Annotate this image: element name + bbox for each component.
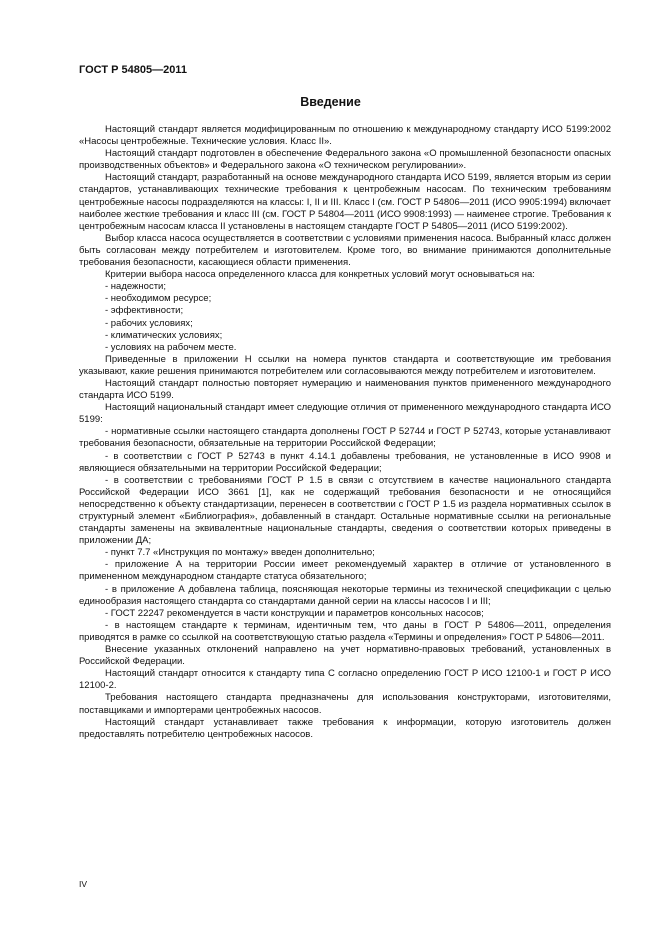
document-body	[79, 124, 611, 741]
paragraph: - в настоящем стандарте к терминам, идентичным тем, что даны в ГОСТ Р 54806—2011, определения приводятся в рамке со ссылкой на соответствующую статью раздела «Термины и определения» ГОСТ Р 54806—2011.	[79, 619, 611, 643]
list-item: - эффективности;	[105, 305, 184, 317]
paragraph: Требования настоящего стандарта предназначены для использования конструкторами, изготовителями, поставщиками и импортерами центробежных насосов.	[79, 692, 611, 716]
paragraph: Настоящий стандарт устанавливает также требования к информации, которую изготовитель должен предоставлять потребителю центробежных насосов.	[79, 716, 611, 740]
document-code-header: ГОСТ Р 54805—2011	[79, 64, 187, 76]
paragraph: Настоящий стандарт, разработанный на основе международного стандарта ИСО 5199, является вторым из серии стандартов, устанавливающих технические требования к центробежным насосам. По техническим требованиям центробежные насосы подразделяются на классы: I, II и III. Класс I (см. ГОСТ Р 54806—2011 (ИСО 9905:1994) включает наиболее жесткие требования и класс III (см. ГОСТ Р 54804—2011 (ИСО 9908:1993) — наименее строгие. Требования к центробежным насосам класса II установлены в настоящем стандарте ГОСТ Р 54805—2011 (ИСО 5199:2002).	[79, 172, 611, 232]
paragraph: - пункт 7.7 «Инструкция по монтажу» введен дополнительно;	[105, 547, 375, 559]
paragraph: - нормативные ссылки настоящего стандарта дополнены ГОСТ Р 52744 и ГОСТ Р 52743, которые устанавливают требования безопасности, обязательные на территории Российской Федерации;	[79, 426, 611, 450]
page-number: IV	[79, 879, 88, 889]
paragraph: Приведенные в приложении Н ссылки на номера пунктов стандарта и соответствующие им требования указывают, какие решения принимаются потребителем или согласовываются между потребителем и изготовителем.	[79, 353, 611, 377]
paragraph: - приложение А на территории России имеет рекомендуемый характер в отличие от установленного в примененном международном стандарте статуса обязательного;	[79, 559, 611, 583]
paragraph: Внесение указанных отклонений направлено на учет нормативно-правовых требований, установленных в Российской Федерации.	[79, 644, 611, 668]
paragraph: Критерии выбора насоса определенного класса для конкретных условий могут основываться на:	[105, 269, 535, 281]
list-item: - необходимом ресурсе;	[105, 293, 212, 305]
list-item: - климатических условиях;	[105, 329, 223, 341]
list-item: - рабочих условиях;	[105, 317, 193, 329]
paragraph: - в соответствии с требованиями ГОСТ Р 1.5 в связи с отсутствием в качестве национального стандарта Российской Федерации ИСО 3661 [1], как не содержащий требования безопасности и не относящийся непосредственно к объекту стандартизации, перенесен в соответствии с ГОСТ Р 1.5 из раздела нормативных ссылок в структурный элемент «Библиография», добавленный в стандарт. Остальные нормативные ссылки на региональные стандарты заменены на эквивалентные национальные стандарты, сведения о соответствии которых приведены в приложении ДА;	[79, 474, 611, 547]
paragraph: - ГОСТ 22247 рекомендуется в части конструкции и параметров консольных насосов;	[105, 607, 484, 619]
list-item: - надежности;	[105, 281, 166, 293]
paragraph: Настоящий стандарт является модифицированным по отношению к международному стандарту ИСО 5199:2002 «Насосы центробежные. Технические условия. Класс II».	[79, 124, 611, 148]
paragraph: Настоящий стандарт относится к стандарту типа С согласно определению ГОСТ Р ИСО 12100-1 и ГОСТ Р ИСО 12100-2.	[79, 668, 611, 692]
list-item: - условиях на рабочем месте.	[105, 341, 237, 353]
paragraph: - в соответствии с ГОСТ Р 52743 в пункт 4.14.1 добавлены требования, не установленные в ИСО 9908 и являющиеся обязательными на территории Российской Федерации;	[79, 450, 611, 474]
paragraph: Настоящий национальный стандарт имеет следующие отличия от примененного международного стандарта ИСО 5199:	[79, 402, 611, 426]
paragraph: Выбор класса насоса осуществляется в соответствии с условиями применения насоса. Выбранный класс должен быть согласован между потребителем и изготовителем. Кроме того, во внимание принимаются дополнительные требования безопасности, касающиеся области применения.	[79, 232, 611, 269]
section-title: Введение	[300, 95, 361, 109]
paragraph: Настоящий стандарт подготовлен в обеспечение Федерального закона «О промышленной безопасности опасных производственных объектов» и Федерального закона «О техническом регулировании».	[79, 148, 611, 172]
paragraph: - в приложение А добавлена таблица, поясняющая некоторые термины из технической спецификации с целью единообразия настоящего стандарта со стандартами данной серии на классы насосов I и III;	[79, 583, 611, 607]
paragraph: Настоящий стандарт полностью повторяет нумерацию и наименования пунктов примененного международного стандарта ИСО 5199.	[79, 377, 611, 402]
